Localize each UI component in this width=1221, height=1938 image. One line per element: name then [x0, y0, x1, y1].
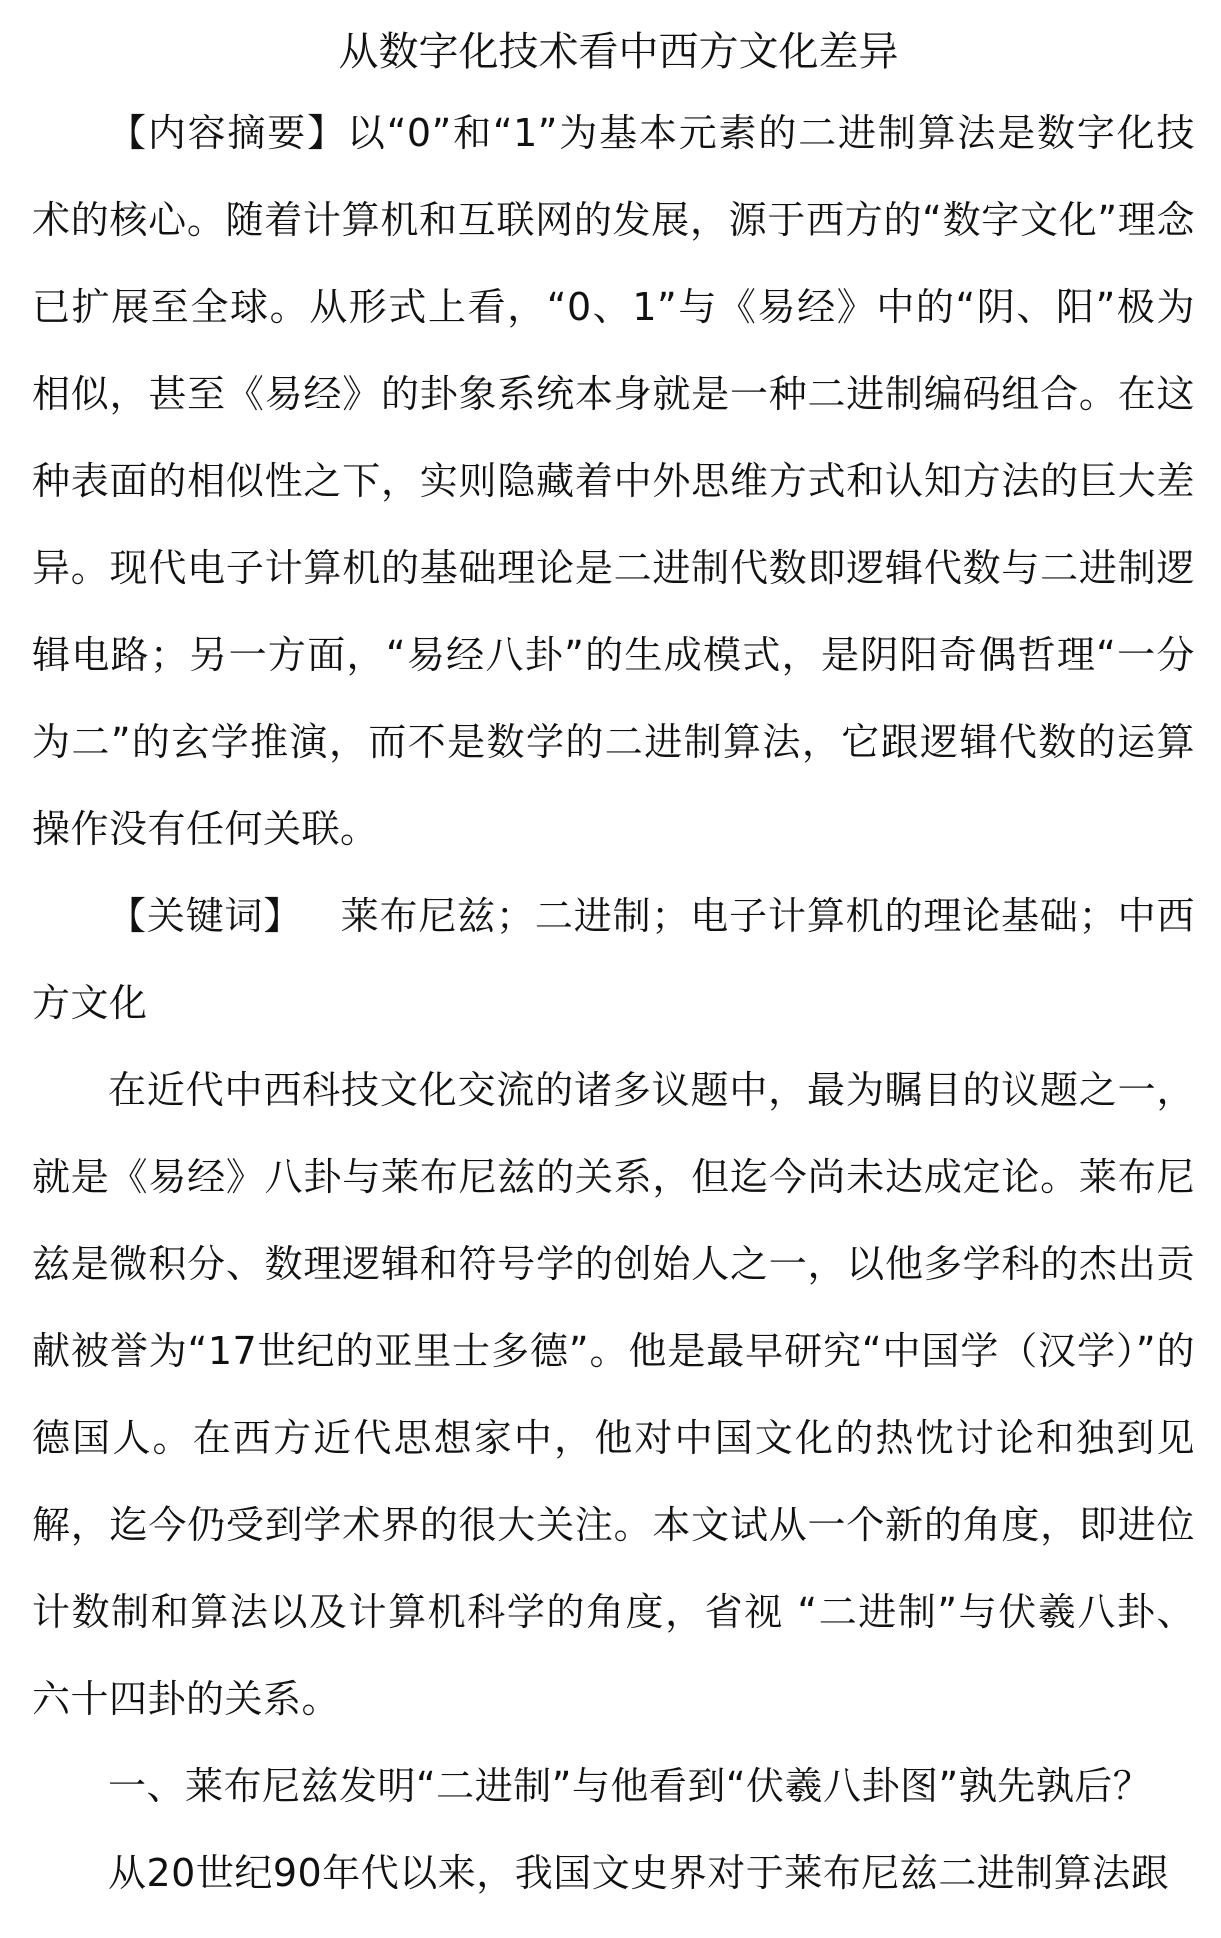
keywords-text: 莱布尼兹；二进制；电子计算机的理论基础；中西方文化	[32, 894, 1195, 1025]
section-heading: 一、莱布尼兹发明“二进制”与他看到“伏羲八卦图”孰先孰后？	[108, 1764, 1152, 1808]
intro-paragraph: 在近代中西科技文化交流的诸多议题中，最为瞩目的议题之一，就是《易经》八卦与莱布尼兹的关系，但迄今尚未达成定论。莱布尼兹是微积分、数理逻辑和符号学的创始人之一，以他多学科的杰出贡献被誉为“17世纪的亚里士多德”。他是最早研究“中国学（汉学）”的德国人。在西方近代思想家中，他对中国文化的热忱讨论和独到见解，迄今仍受到学术界的很大关注。本文试从一个新的角度，即进位计数制和算法以及计算机科学的角度，省视 “二进制”与伏羲八卦、六十四卦的关系。	[32, 1068, 1195, 1721]
section-paragraph: 从20世纪90年代以来，我国文史界对于莱布尼兹二进制算法跟	[108, 1851, 1170, 1895]
abstract-text: 以“0”和“1”为基本元素的二进制算法是数字化技术的核心。随着计算机和互联网的发展，源于西方的“数字文化”理念已扩展至全球。从形式上看，“0、1”与《易经》中的“阴、阳”极为相似，甚至《易经》的卦象系统本身就是一种二进制编码组合。在这种表面的相似性之下，实则隐藏着中外思维方式和认知方法的巨大差异。现代电子计算机的基础理论是二进制代数即逻辑代数与二进制逻辑电路；另一方面，“易经八卦”的生成模式，是阴阳奇偶哲理“一分为二”的玄学推演，而不是数学的二进制算法，它跟逻辑代数的运算操作没有任何关联。	[32, 111, 1195, 851]
document-title: 从数字化技术看中西方文化差异	[338, 29, 899, 75]
abstract-label: 【内容摘要】	[108, 111, 347, 155]
keywords-paragraph	[32, 873, 1195, 1047]
keywords-label: 【关键词】	[108, 894, 303, 938]
abstract-paragraph	[32, 90, 1195, 873]
